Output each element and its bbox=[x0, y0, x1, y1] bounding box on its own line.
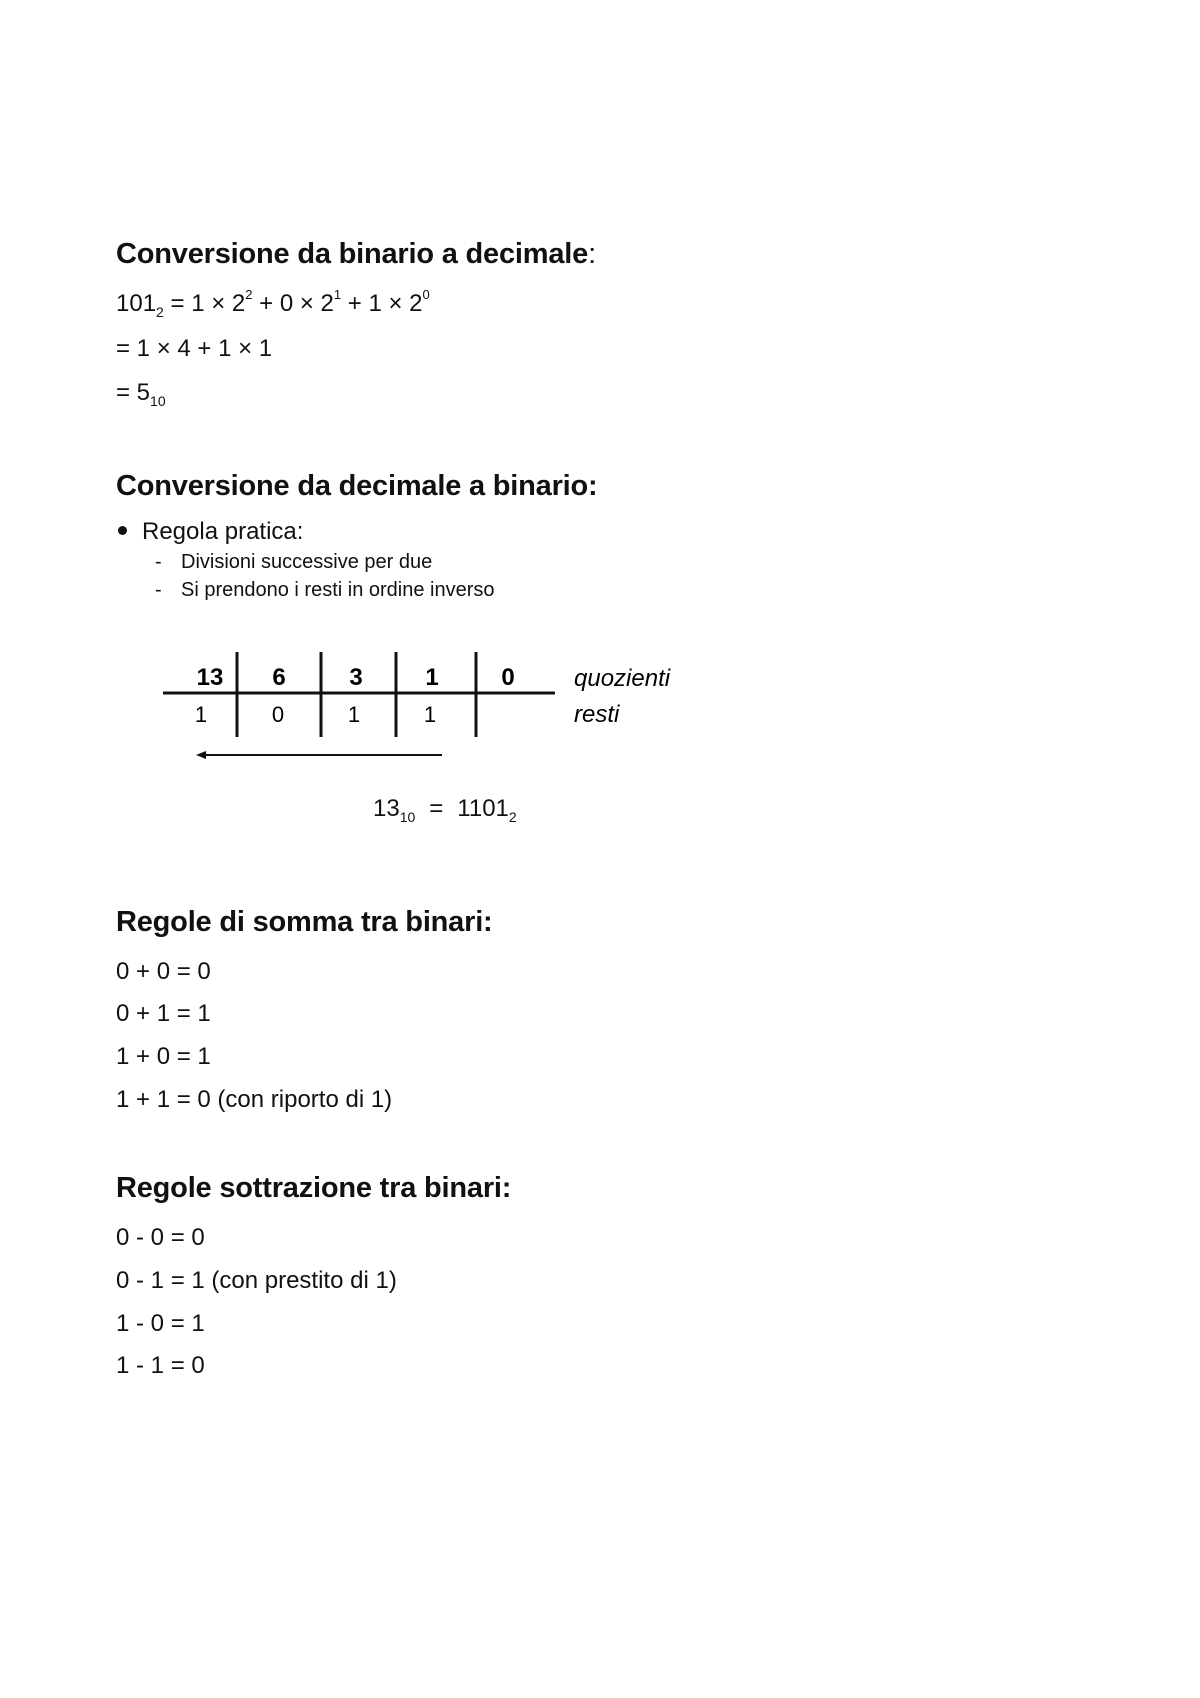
heading-binary-to-decimal: Conversione da binario a decimale: bbox=[116, 238, 596, 270]
conversion-result: $13_{10} = 1101_2$ bbox=[373, 795, 517, 825]
quotient-cell: 13 bbox=[196, 664, 224, 691]
division-table bbox=[160, 642, 720, 762]
bullet-dot-icon bbox=[118, 526, 127, 535]
heading-binary-sum: Regole di somma tra binari: bbox=[116, 906, 493, 938]
heading-binary-subtraction: Regole sottrazione tra binari: bbox=[116, 1172, 512, 1204]
heading-decimal-to-binary: Conversione da decimale a binario: bbox=[116, 470, 598, 502]
quotient-cell: 6 bbox=[272, 664, 286, 691]
quotient-cell: 0 bbox=[501, 664, 515, 691]
sum-rule: 1 + 1 = 0 (con riporto di 1) bbox=[116, 1086, 393, 1113]
sum-rule: 1 + 0 = 1 bbox=[116, 1043, 211, 1070]
arrow-head-icon bbox=[196, 751, 206, 759]
remainder-cell: 0 bbox=[271, 702, 285, 727]
sub-item: - Si prendono i resti in ordine inverso bbox=[155, 579, 495, 601]
label-quotients: quozienti bbox=[574, 665, 671, 692]
formula-line-2: = 1 × 4 + 1 × 1 bbox=[116, 335, 273, 362]
formula-line-1: $101_2 = 1 \times 2^2 + 0 \times 2^1 + 1 \times 2^0$ bbox=[116, 287, 430, 320]
subtraction-rule: 1 - 0 = 1 bbox=[116, 1310, 205, 1337]
subtraction-rule: 1 - 1 = 0 bbox=[116, 1352, 205, 1379]
quotient-cell: 1 bbox=[425, 664, 439, 691]
label-remainders: resti bbox=[574, 701, 620, 728]
sum-rule: 0 + 1 = 1 bbox=[116, 1000, 211, 1027]
sub-item: - Divisioni successive per due bbox=[155, 551, 433, 573]
subtraction-rule: 0 - 1 = 1 (con prestito di 1) bbox=[116, 1267, 397, 1294]
bullet-item: Regola pratica: bbox=[118, 518, 303, 546]
sum-rule: 0 + 0 = 0 bbox=[116, 958, 211, 985]
remainder-cell: 1 bbox=[194, 702, 208, 727]
remainder-cell: 1 bbox=[423, 702, 437, 727]
remainder-cell: 1 bbox=[347, 702, 361, 727]
quotient-cell: 3 bbox=[349, 664, 363, 691]
formula-line-3: = $5_{10}$ bbox=[116, 379, 166, 409]
subtraction-rule: 0 - 0 = 0 bbox=[116, 1224, 205, 1251]
